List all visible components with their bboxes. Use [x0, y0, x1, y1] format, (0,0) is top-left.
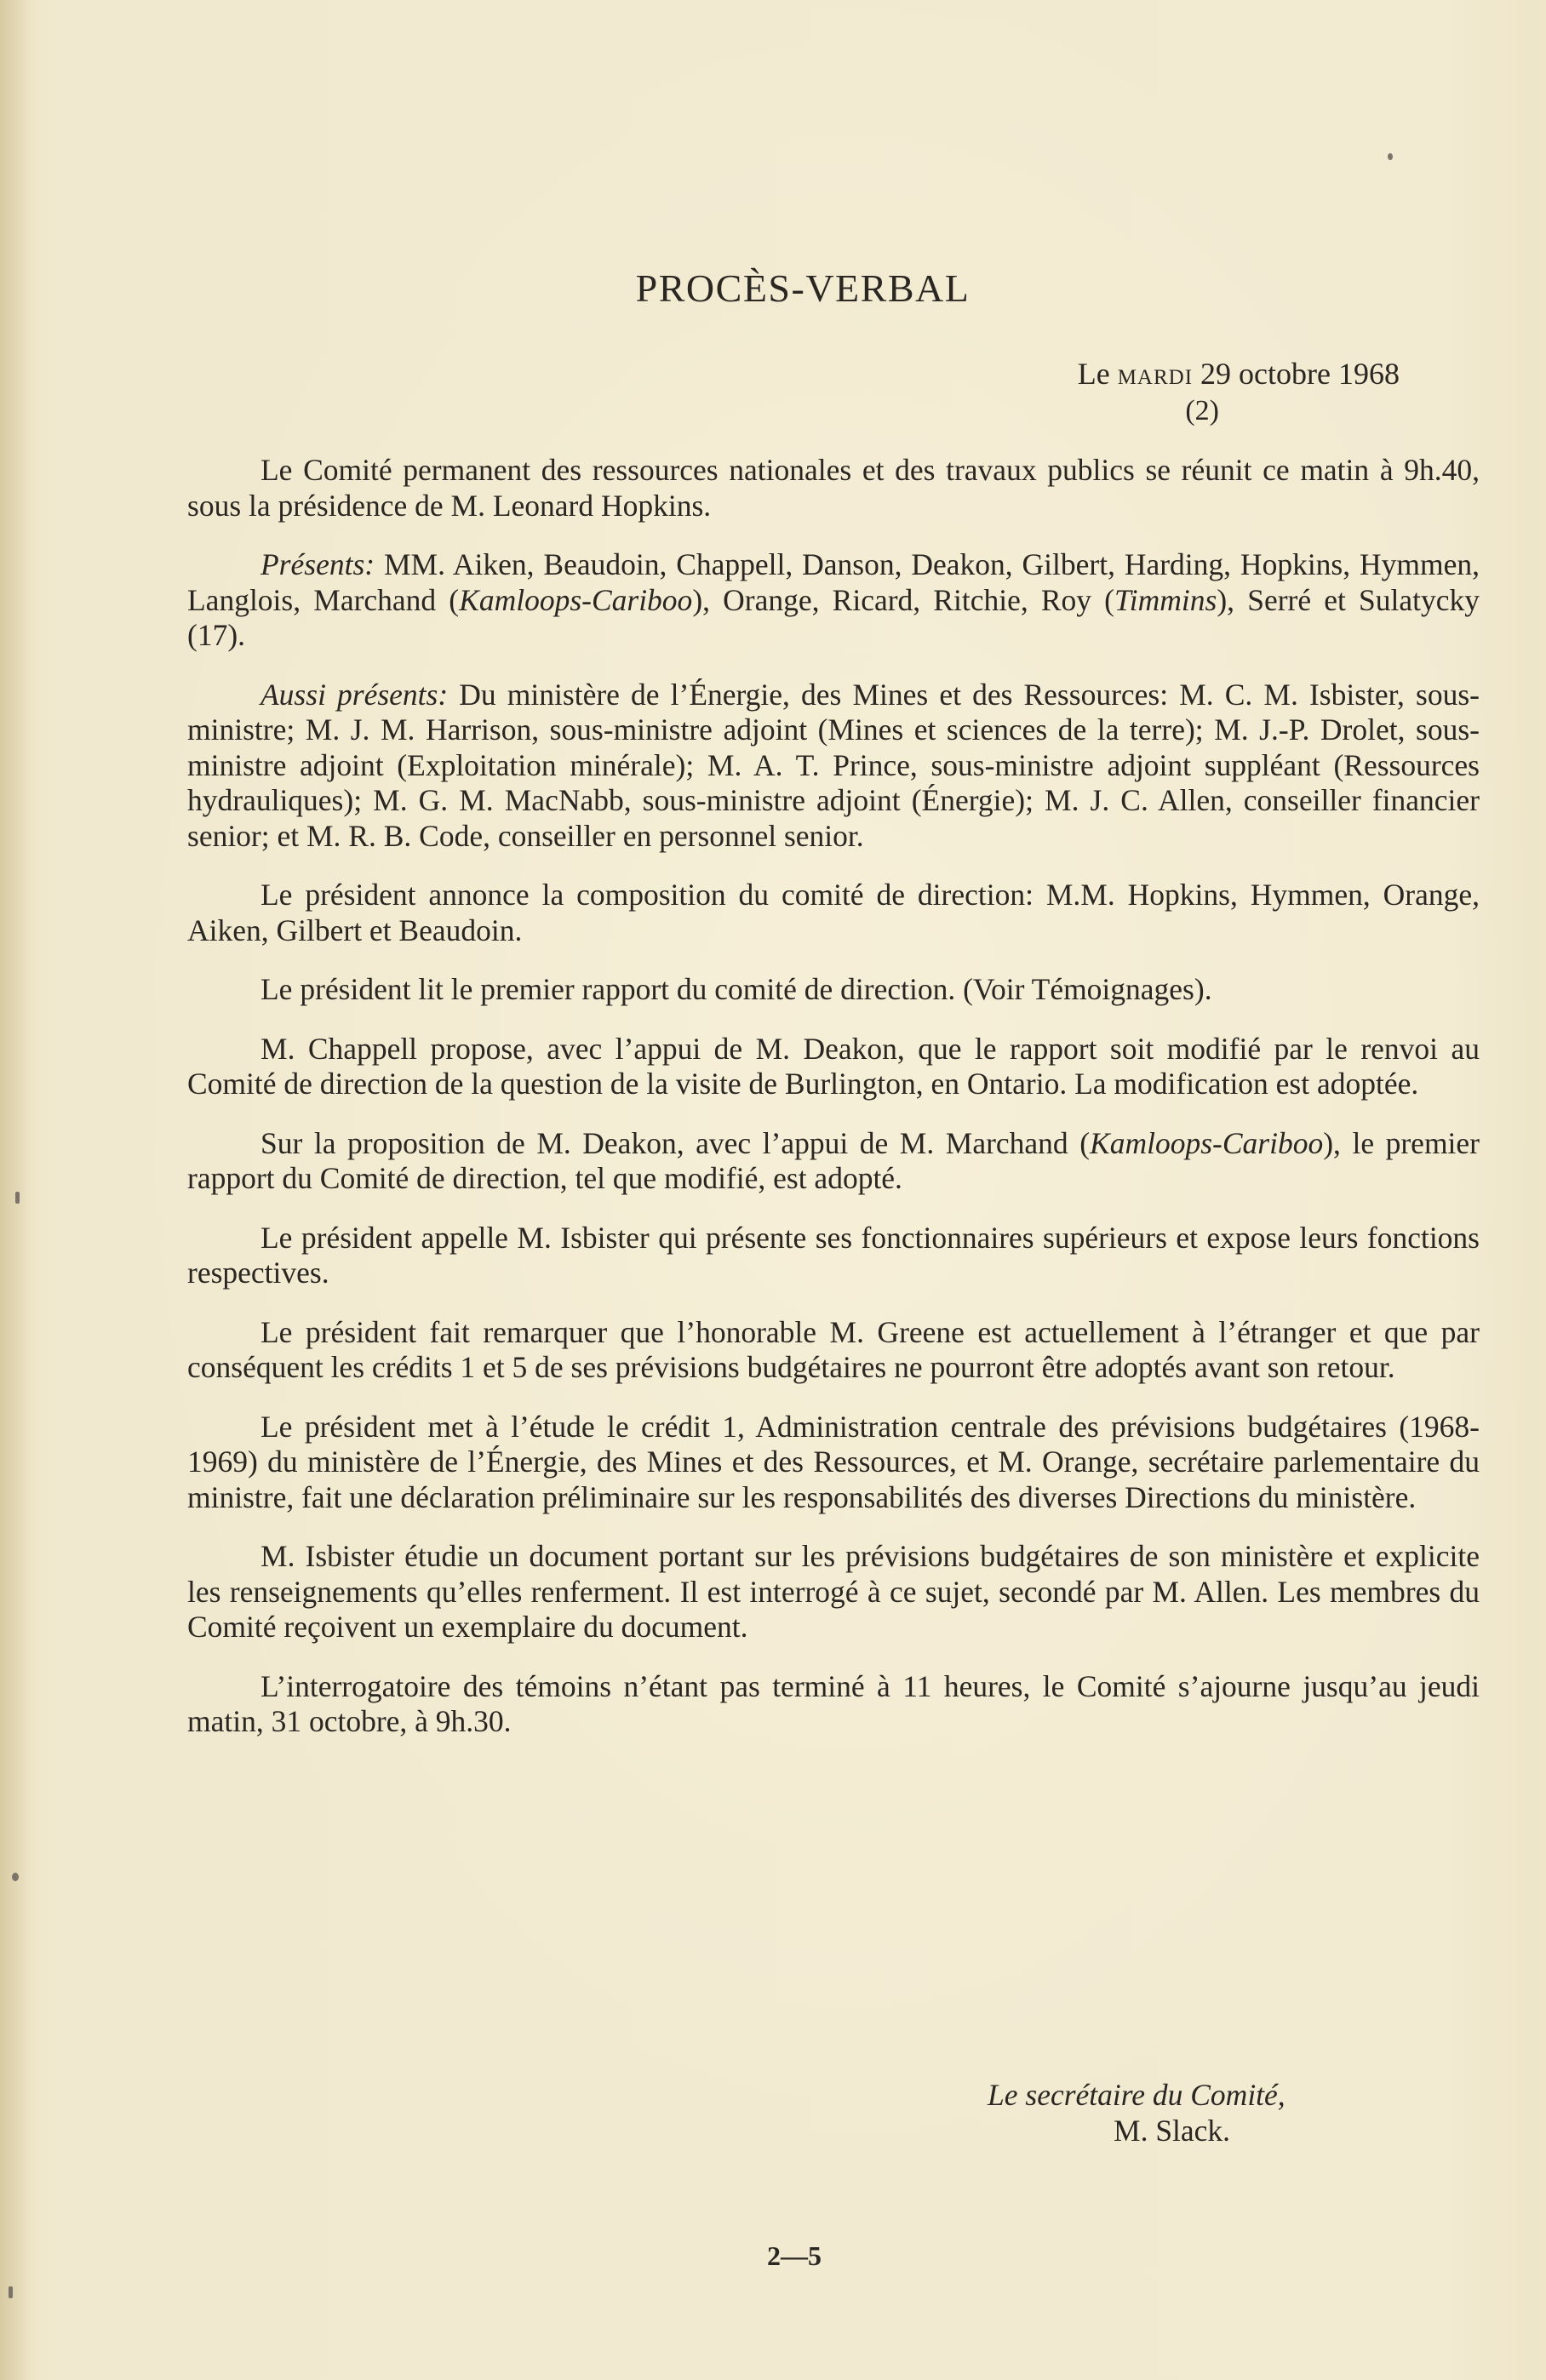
date-rest: 29 octobre 1968	[1200, 357, 1400, 391]
paper-speck	[15, 1192, 20, 1204]
paragraph-isbister-document: M. Isbister étudie un document portant sur les prévisions budgétaires de son ministère et explicite les renseignements qu’elles renferment. Il est interrogé à ce sujet, secondé par M. Allen. Les membres du Comité reçoivent un exemplaire du document.	[187, 1539, 1480, 1644]
members-present-text-a: MM. Aiken, Beaudoin, Chappell, Danson, Deakon, Gilbert, Harding, Hopkins, Hymmen, Langlois, Marchand (	[187, 547, 1480, 617]
members-present-text-e: ), Serré et Sulatycky (17).	[187, 582, 1480, 652]
paragraph-first-report: Le président lit le premier rapport du comité de direction. (Voir Témoignages).	[261, 972, 1212, 1006]
paper-speck	[12, 1873, 19, 1881]
paper-speck	[9, 2286, 13, 2298]
paragraph-officials: Le président appelle M. Isbister qui présente ses fonctionnaires supérieurs et expose leurs fonctions respectives.	[187, 1220, 1480, 1290]
members-present-text-c: ), Orange, Ricard, Ritchie, Roy (	[692, 582, 1114, 617]
paragraph-report-adopted	[187, 1126, 1480, 1197]
paragraph-members-present	[187, 547, 1480, 654]
also-present-text: Du ministère de l’Énergie, des Mines et des Ressources: M. C. M. Isbister, sous-ministre; M. J. M. Harrison, sous-ministre adjoint (Mines et sciences de la terre); M. J.-P. Drolet, sous-ministre adjoint (Exploitation minérale); M. A. T. Prince, sous-ministre adjoint suppléant (Ressources hydrauliques); M. G. M. MacNabb, sous-ministre adjoint (Énergie); M. J. C. Allen, conseiller financier senior; et M. R. B. Code, conseiller en personnel senior.	[187, 677, 1480, 853]
signature-block	[988, 2077, 1285, 2148]
members-present-riding-2: Timmins	[1114, 582, 1217, 617]
report-adopted-text-c: ), le premier rapport du Comité de direction, tel que modifié, est adopté.	[187, 1125, 1480, 1195]
members-present-riding-1: Kamloops-Cariboo	[459, 582, 693, 617]
paragraph-greene-absence: Le président fait remarquer que l’honorable M. Greene est actuellement à l’étranger et que par conséquent les crédits 1 et 5 de ses prévisions budgétaires ne pourront être adoptés avant son retour.	[187, 1314, 1480, 1384]
paragraph-vote-one: Le président met à l’étude le crédit 1, Administration centrale des prévisions budgétaires (1968-1969) du ministère de l’Énergie, des Mines et des Ressources, et M. Orange, secrétaire parlementaire du ministre, fait une déclaration préliminaire sur les responsabilités des diverses Directions du ministère.	[187, 1409, 1480, 1514]
members-present-label: Présents:	[261, 547, 375, 581]
meeting-date	[1078, 356, 1400, 392]
date-day: mardi	[1117, 357, 1194, 391]
page-binding-edge	[0, 0, 31, 2380]
paragraph-amendment: M. Chappell propose, avec l’appui de M. Deakon, que le rapport soit modifié par le renvoi au Comité de direction de la question de la visite de Burlington, en Ontario. La modification est adoptée.	[187, 1031, 1480, 1101]
session-number: (2)	[1185, 395, 1219, 426]
minutes-body	[187, 453, 1480, 1764]
also-present-label: Aussi présents:	[261, 677, 449, 712]
report-adopted-riding: Kamloops-Cariboo	[1090, 1125, 1324, 1160]
report-adopted-text-a: Sur la proposition de M. Deakon, avec l’appui de M. Marchand (	[261, 1125, 1091, 1160]
paragraph-also-present	[187, 678, 1480, 855]
paragraph-opening: Le Comité permanent des ressources nationales et des travaux publics se réunit ce matin à 9h.40, sous la présidence de M. Leonard Hopkins.	[187, 453, 1480, 523]
paper-speck	[1388, 153, 1393, 160]
paragraph-adjournment: L’interrogatoire des témoins n’étant pas terminé à 11 heures, le Comité s’ajourne jusqu’au jeudi matin, 31 octobre, à 9h.30.	[187, 1668, 1480, 1738]
paragraph-steering-committee: Le président annonce la composition du comité de direction: M.M. Hopkins, Hymmen, Orange, Aiken, Gilbert et Beaudoin.	[187, 878, 1480, 947]
page-number: 2—5	[767, 2240, 822, 2271]
signature-name: M. Slack.	[1114, 2114, 1231, 2148]
date-prefix: Le	[1077, 357, 1110, 391]
signature-title: Le secrétaire du Comité,	[988, 2078, 1285, 2112]
page-title: PROCÈS-VERBAL	[635, 266, 971, 310]
